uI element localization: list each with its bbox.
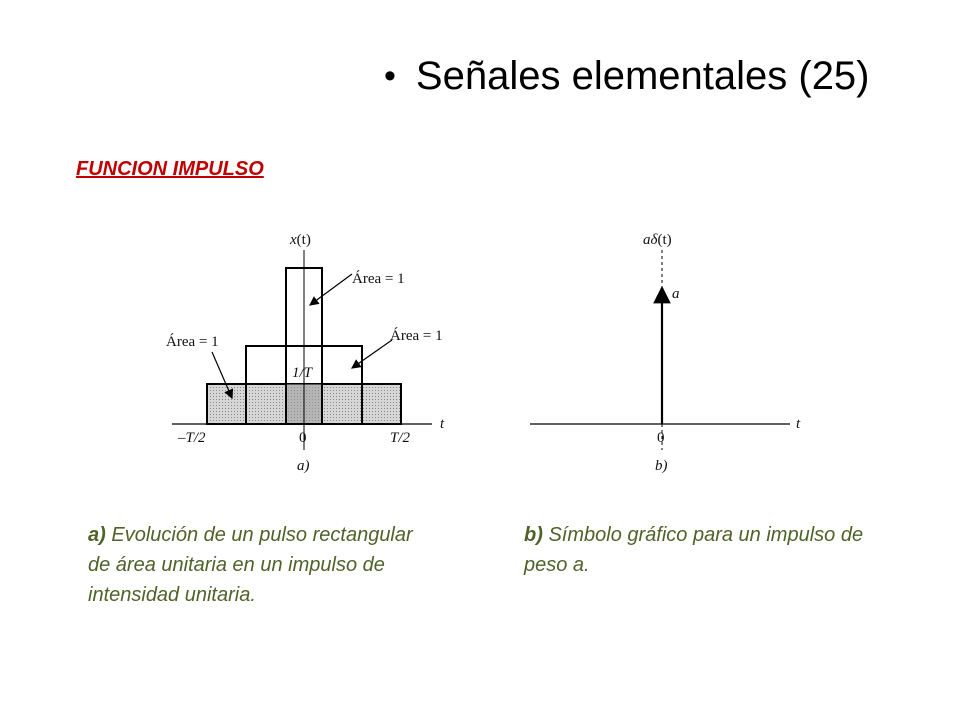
- figure-b: [530, 232, 801, 474]
- title-bullet: •: [384, 57, 396, 95]
- caption-a-prefix: a): [88, 524, 106, 546]
- slide-title: Señales elementales (25): [415, 53, 870, 98]
- caption-a: [88, 520, 418, 610]
- sublabel-b: b): [655, 458, 668, 474]
- tick-pos-half-t: T/2: [390, 430, 411, 446]
- y-axis-label-b: aδ(t): [643, 232, 672, 248]
- tick-neg-half-t: –T/2: [178, 430, 206, 446]
- area-right-arrow: [352, 340, 392, 368]
- tick-zero-a: 0: [299, 430, 307, 446]
- caption-a-text: Evolución de un pulso rectangular de área unitaria en un impulso de intensidad unitaria.: [88, 524, 413, 606]
- caption-b-text: Símbolo gráfico para un impulso de peso a.: [524, 524, 864, 576]
- section-heading: FUNCION IMPULSO: [76, 158, 264, 180]
- tick-zero-b: 0: [657, 430, 665, 446]
- y-axis-label-a: x(t): [290, 232, 311, 248]
- figure-a: [166, 232, 445, 474]
- caption-b-prefix: b): [524, 524, 543, 546]
- area-top-arrow: [310, 274, 352, 305]
- height-label: 1/T: [292, 365, 313, 381]
- area-left-label: Área = 1: [166, 334, 219, 350]
- sublabel-a: a): [297, 458, 310, 474]
- weight-label: a: [672, 286, 680, 302]
- x-axis-label-a: t: [440, 416, 445, 432]
- area-right-label: Área = 1: [390, 328, 443, 344]
- caption-b: [524, 520, 864, 580]
- area-top-label: Área = 1: [352, 271, 405, 287]
- x-axis-label-b: t: [796, 416, 801, 432]
